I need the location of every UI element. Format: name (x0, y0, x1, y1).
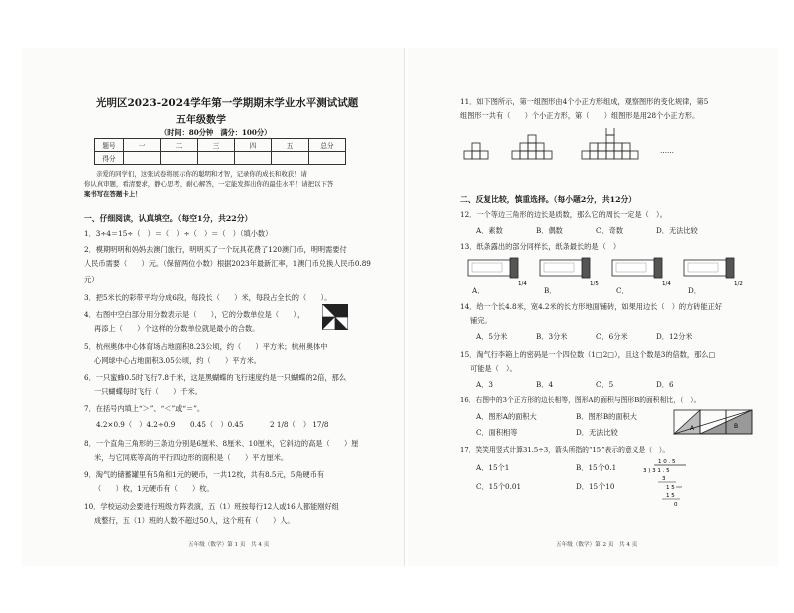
score-table (94, 138, 346, 165)
score-cell (198, 152, 235, 165)
option: B．图形B的面积大 (576, 412, 637, 421)
fraction: 17/8 (312, 420, 329, 429)
section-2-heading: 二、反复比较，慎重选择。（每小题2分，共12分） (460, 195, 637, 204)
question-7-item-b: 0.45（ ）0.45 (190, 420, 244, 429)
fraction: 1/8 (276, 420, 289, 429)
question-10: 10．学校运动会要进行班级方阵表演，五（1）班按每行12人或16人都能刚好组 (84, 502, 339, 511)
score-cell (309, 152, 346, 165)
question-2: 2．模期明明和妈妈去澳门旅行，明明买了一个玩具花费了120澳门币，明明需要付 (84, 245, 347, 254)
score-cell (124, 152, 161, 165)
score-header-cell: 题号 (95, 139, 124, 152)
score-cell (272, 152, 309, 165)
strip-fraction: 1/4 (518, 281, 527, 287)
option: B．3分米 (536, 332, 568, 341)
remainder-step: 1 5 (666, 485, 675, 491)
exam-subtitle: 五年级数学 (176, 115, 226, 126)
time-note: （时间：80分钟 满分：100分） (160, 128, 272, 137)
question-16-figure (672, 408, 756, 436)
long-division-calculation (642, 456, 692, 512)
option: D． (688, 286, 701, 295)
intro-line: 亲爱的同学们，这张试卷将展示你的聪明和才智，记录你的成长和收获！请 (96, 170, 307, 178)
question-8-line: 米，与它同底等高的平行四边形的面积是（ ）平方厘米。 (94, 453, 289, 462)
right-page-footer: 五年级（数学）第 2 页 共 4 页 (556, 542, 638, 548)
final-remainder: 0 (674, 502, 678, 508)
score-header-cell: 二 (161, 139, 198, 152)
score-header-cell: 五 (272, 139, 309, 152)
score-header-cell: 总分 (309, 139, 346, 152)
section-1-heading: 一、仔细阅读，认真填空。（每空1分，共22分） (84, 214, 253, 223)
option: C． (616, 286, 629, 295)
question-9: 9．淘气的储蓄罐里有5角和1元的硬币，一共12枚，共有8.5元，5角硬币有 (84, 470, 325, 479)
question-15: 15．淘气行李箱上的密码是一个四位数（1□2□），且这个数是3的倍数，那么□ (460, 350, 716, 359)
question-1: 1．3÷4＝15÷（ ）＝（ ）÷（ ）＝（ ）（填小数） (84, 229, 273, 238)
option: C．15个0.01 (476, 482, 522, 491)
option: D．无法比较 (576, 428, 618, 437)
option: B．4 (536, 380, 554, 389)
subtraction-step: 1 5 (666, 493, 675, 499)
question-5-line: 心网球中心占地面积3.05公顷，约（ ）平方米。 (94, 356, 261, 365)
option: A．5分米 (476, 332, 508, 341)
left-page-footer: 五年级（数学）第 1 页 共 4 页 (188, 542, 270, 548)
exam-title: 光明区2023-2024学年第一学期期末学业水平测试试题 (96, 97, 359, 109)
dividend: 3 ) 3 1 . 5 (643, 468, 670, 474)
intro-line: 你认真审题，看清要求，静心思考，耐心解答，一定能发挥出你的最佳水平！请把以下答 (84, 180, 334, 188)
question-11-line: 组图形一共有（ ）个小正方形，第（ ）组图形是用28个小正方形。 (460, 111, 700, 120)
question-5: 5．杭州奥体中心体育场占地面积8.23公顷，约（ ）平方米；杭州奥体中 (84, 342, 328, 351)
question-8: 8．一个直角三角形的三条边分别是6厘米、8厘米、10厘米，它斜边的高是（ ）厘 (84, 439, 359, 448)
option: B． (544, 286, 557, 295)
question-2-line: 元） (84, 275, 99, 284)
region-label-a: A (690, 425, 695, 432)
score-cell (161, 152, 198, 165)
strip-fraction: 1/5 (590, 281, 599, 287)
option: D．6 (656, 380, 674, 389)
question-11-pattern-figure (460, 128, 690, 164)
question-14: 14．给一个长4.8米，宽4.2米的长方形地面铺砖，如果用边长（ ）的方砖能正好 (460, 302, 723, 311)
option: D．12分米 (656, 332, 693, 341)
option: C．6分米 (596, 332, 628, 341)
question-13-paper-strips (466, 256, 756, 292)
question-7-item-c: 2 1/8（ ） 17/8 (270, 420, 329, 429)
mixed-number-whole: 2 (270, 420, 275, 429)
question-15-line: 可能是（ ）。 (470, 364, 517, 373)
option: A． (472, 286, 485, 295)
page-fold (404, 48, 405, 566)
score-header-cell: 一 (124, 139, 161, 152)
option: C．奇数 (596, 226, 624, 235)
score-cell (235, 152, 272, 165)
option: D．无法比较 (656, 226, 698, 235)
question-3: 3．把5米长的彩带平均分成6段，每段长（ ）米，每段占全长的（ ）。 (84, 293, 332, 302)
question-17: 17．笑笑用竖式计算31.5÷3，箭头所指的“15”表示的意义是（ ）。 (460, 446, 670, 454)
score-header-cell: 四 (235, 139, 272, 152)
option: A．15个1 (476, 463, 510, 472)
question-12: 12．一个等边三角形的边长是质数，那么它的周长一定是（ ）。 (460, 210, 667, 219)
question-7-item-a: 4.2×0.9（ ）4.2÷0.9 (96, 420, 176, 429)
option: A．素数 (476, 226, 503, 235)
option: C．5 (596, 380, 614, 389)
strip-fraction: 1/2 (734, 281, 743, 287)
question-7: 7．在括号内填上“＞”、“＜”或“＝”。 (84, 404, 205, 413)
question-10-line: 成整行，五（1）班的人数不超过50人，这个班有（ ）人。 (94, 516, 295, 525)
option: B．15个0.1 (576, 463, 617, 472)
question-4: 4．右图中空白部分用分数表示是（ ），它的分数单位是（ ）， (84, 310, 305, 319)
question-16: 16．右图中的3个正方形的边长相等，图形A的面积与图形B的面积相比，（ ）。 (460, 396, 701, 404)
option: B．偶数 (536, 226, 563, 235)
question-14-line: 铺完。 (470, 316, 492, 325)
option: D．15个10 (576, 482, 615, 491)
question-13: 13．纸条露出的部分同样长，纸条最长的是（ ） (460, 242, 621, 251)
question-2-line: 人民币需要（ ）元。（保留两位小数）根据2023年最新汇率，1澳门币兑换人民币0.89 (84, 259, 371, 268)
option: A．3 (476, 380, 493, 389)
question-6: 6．一只蜜蜂0.5时飞行7.8千米，这是黑蝴蝶的飞行速度约是一只蝴蝶的2倍，那么 (84, 373, 347, 382)
question-4-figure (322, 304, 348, 330)
intro-line: 案书写在答题卡上！ (84, 190, 142, 198)
subtraction-step: 3 (662, 476, 666, 482)
region-label-b: B (734, 423, 739, 430)
question-11: 11．如下图所示，第一组图形由4个小正方形组成，观察图形的变化规律，第5 (460, 97, 709, 106)
question-9-line: （ ）枚，1元硬币有（ ）枚。 (94, 484, 214, 493)
quotient: 1 0 . 5 (658, 459, 676, 465)
question-4-line: 再添上（ ）个这样的分数单位就是最小的合数。 (94, 324, 260, 333)
option: C．面积相等 (476, 428, 518, 437)
score-row-label: 得分 (95, 152, 124, 165)
option: A．图形A的面积大 (476, 412, 537, 421)
strip-fraction: 1/4 (662, 281, 671, 287)
continuation-dots: …… (660, 147, 674, 155)
question-6-line: 一只蝴蝶每时飞行（ ）千米。 (94, 387, 202, 396)
score-header-cell: 三 (198, 139, 235, 152)
